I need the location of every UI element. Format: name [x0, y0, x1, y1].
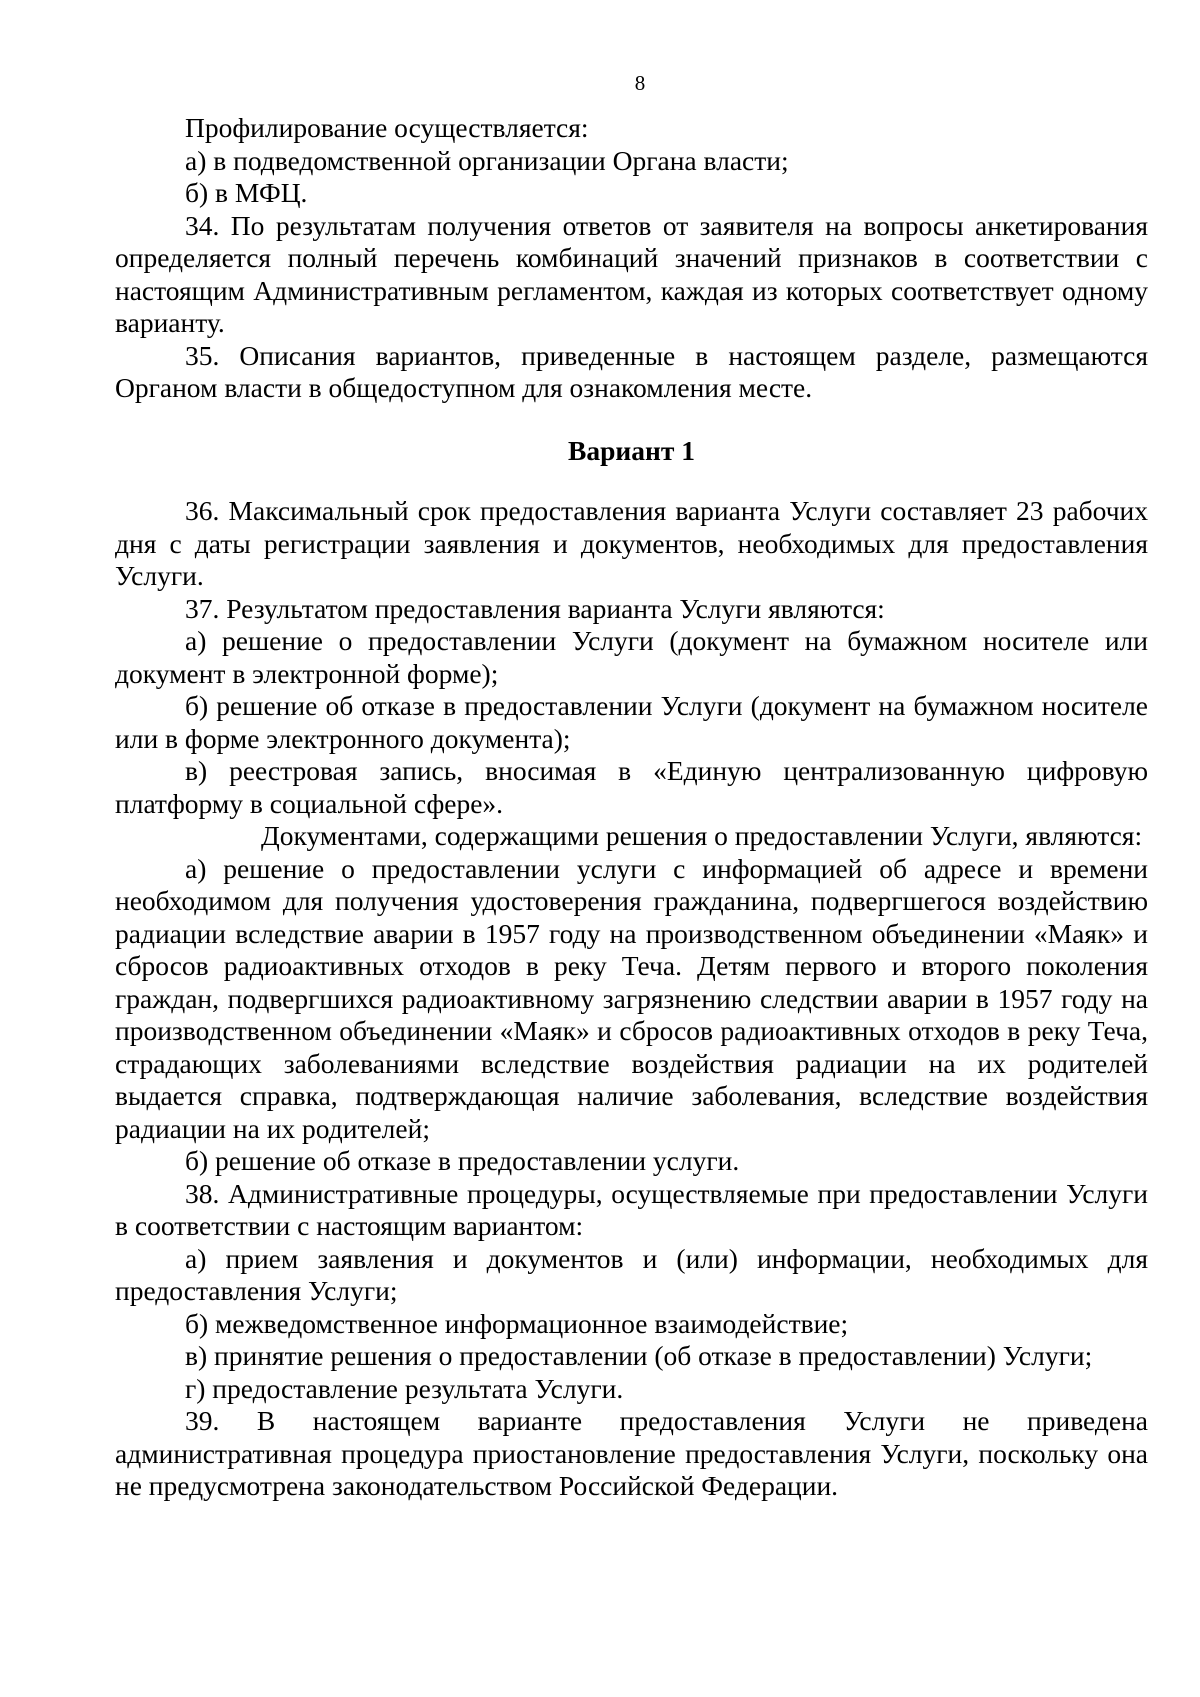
- section-heading: Вариант 1: [568, 434, 695, 466]
- list-item: г) предоставление результата Услуги.: [185, 1372, 624, 1404]
- paragraph-37: 37. Результатом предоставления варианта Услуги являются:: [185, 592, 885, 624]
- list-item: а) решение о предоставлении Услуги (документ на бумажном носителе или документ в электронной форме);: [115, 625, 1148, 689]
- list-item: в) реестровая запись, вносимая в «Единую централизованную цифровую платформу в социальной сфере».: [115, 755, 1148, 819]
- paragraph-34: 34. По результатам получения ответов от заявителя на вопросы анкетирования определяется полный перечень комбинаций значений признаков в соответствии с настоящим Административным регламентом, каждая из которых соответствует одному варианту.: [115, 209, 1148, 338]
- list-item: б) в МФЦ.: [185, 177, 308, 208]
- document-body: [115, 112, 1148, 1503]
- paragraph-39: 39. В настоящем варианте предоставления Услуги не приведена административная процедура приостановление предоставления Услуги, поскольку она не предусмотрена законодательством Российской Федерации.: [115, 1405, 1148, 1501]
- list-item: б) решение об отказе в предоставлении услуги.: [185, 1145, 740, 1176]
- paragraph: Профилирование осуществляется:: [185, 112, 589, 143]
- paragraph-35: 35. Описания вариантов, приведенные в настоящем разделе, размещаются Органом власти в общедоступном для ознакомления месте.: [115, 339, 1148, 403]
- paragraph: Документами, содержащими решения о предоставлении Услуги, являются:: [261, 820, 1143, 851]
- list-item: а) решение о предоставлении услуги с информацией об адресе и времени необходимом для получения удостоверения гражданина, подвергшегося воздействию радиации вследствие аварии в 1957 году на производственном объединении «Маяк» и сбросов радиоактивных отходов в реку Теча. Детям первого и второго поколения граждан, подвергшихся радиоактивному загрязнению следствии аварии в 1957 году на производственном объединении «Маяк» и сбросов радиоактивных отходов в реку Теча, страдающих заболеваниями вследствие воздействия радиации на их родителей выдается справка, подтверждающая наличие заболевания, вследствие воздействия радиации на их родителей;: [115, 852, 1148, 1144]
- page-number: 8: [634, 71, 646, 95]
- list-item: а) прием заявления и документов и (или) информации, необходимых для предоставления Услуги;: [115, 1242, 1148, 1306]
- list-item: б) решение об отказе в предоставлении Услуги (документ на бумажном носителе или в форме электронного документа);: [115, 690, 1148, 754]
- paragraph-36: 36. Максимальный срок предоставления варианта Услуги составляет 23 рабочих дня с даты регистрации заявления и документов, необходимых для предоставления Услуги.: [115, 495, 1148, 591]
- list-item: а) в подведомственной организации Органа власти;: [185, 144, 789, 176]
- paragraph-38: 38. Административные процедуры, осуществляемые при предоставлении Услуги в соответствии с настоящим вариантом:: [115, 1177, 1148, 1241]
- list-item: б) межведомственное информационное взаимодействие;: [185, 1307, 849, 1339]
- list-item: в) принятие решения о предоставлении (об отказе в предоставлении) Услуги;: [185, 1340, 1093, 1371]
